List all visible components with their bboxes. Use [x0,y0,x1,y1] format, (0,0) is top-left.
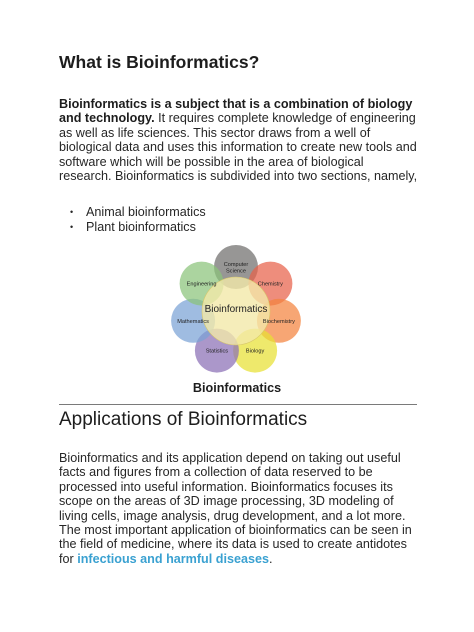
list-item [70,220,206,235]
petal-label: Chemistry [257,281,283,288]
page-title: What is Bioinformatics? [59,52,260,72]
applications-paragraph [59,451,419,566]
petal-label: Biology [245,348,265,355]
intro-bold-text: Bioinformatics is a subject that is a combination of biology and technology. [59,97,413,126]
diagram-caption: Bioinformatics [192,381,282,395]
petal-label: Computer Science [223,262,249,275]
petal-label: Statistics [205,348,229,355]
applications-end-text: . [268,551,273,566]
list-item [70,205,206,220]
petal-label: Biochemistry [262,318,295,325]
petal-label: Engineering [186,281,217,288]
bioinformatics-venn-diagram [160,240,314,374]
list-item-label: Animal bioinformatics [86,205,206,219]
list-item-label: Plant bioinformatics [86,219,196,234]
diseases-link[interactable]: infectious and harmful diseases [77,551,269,566]
applications-text: Bioinformatics and its application depend on taking out useful facts and figures from a collection of data reserved to be processed into useful information. Bioinformatics focuses its scope on the areas of 3D image processing, 3D modeling of living cells, image analysis, drug development, and a lot more. The most important application of bioinformatics can be seen in the field of medicine, where its data is used to create antidotes for [59,451,412,566]
intro-paragraph [59,97,419,183]
intro-text: It requires complete knowledge of engineering as well as life sciences. This sector draws from a well of biological data and uses this information to create new tools and software which will be possible in the area of biological research. Bioinformatics is subdivided into two sections, namely, [59,111,418,184]
center-label: Bioinformatics [204,304,268,315]
section-heading: Applications of Bioinformatics [59,409,308,430]
petal-label: Mathematics [177,318,209,325]
bullet-list [70,205,206,234]
section-divider [59,404,417,405]
